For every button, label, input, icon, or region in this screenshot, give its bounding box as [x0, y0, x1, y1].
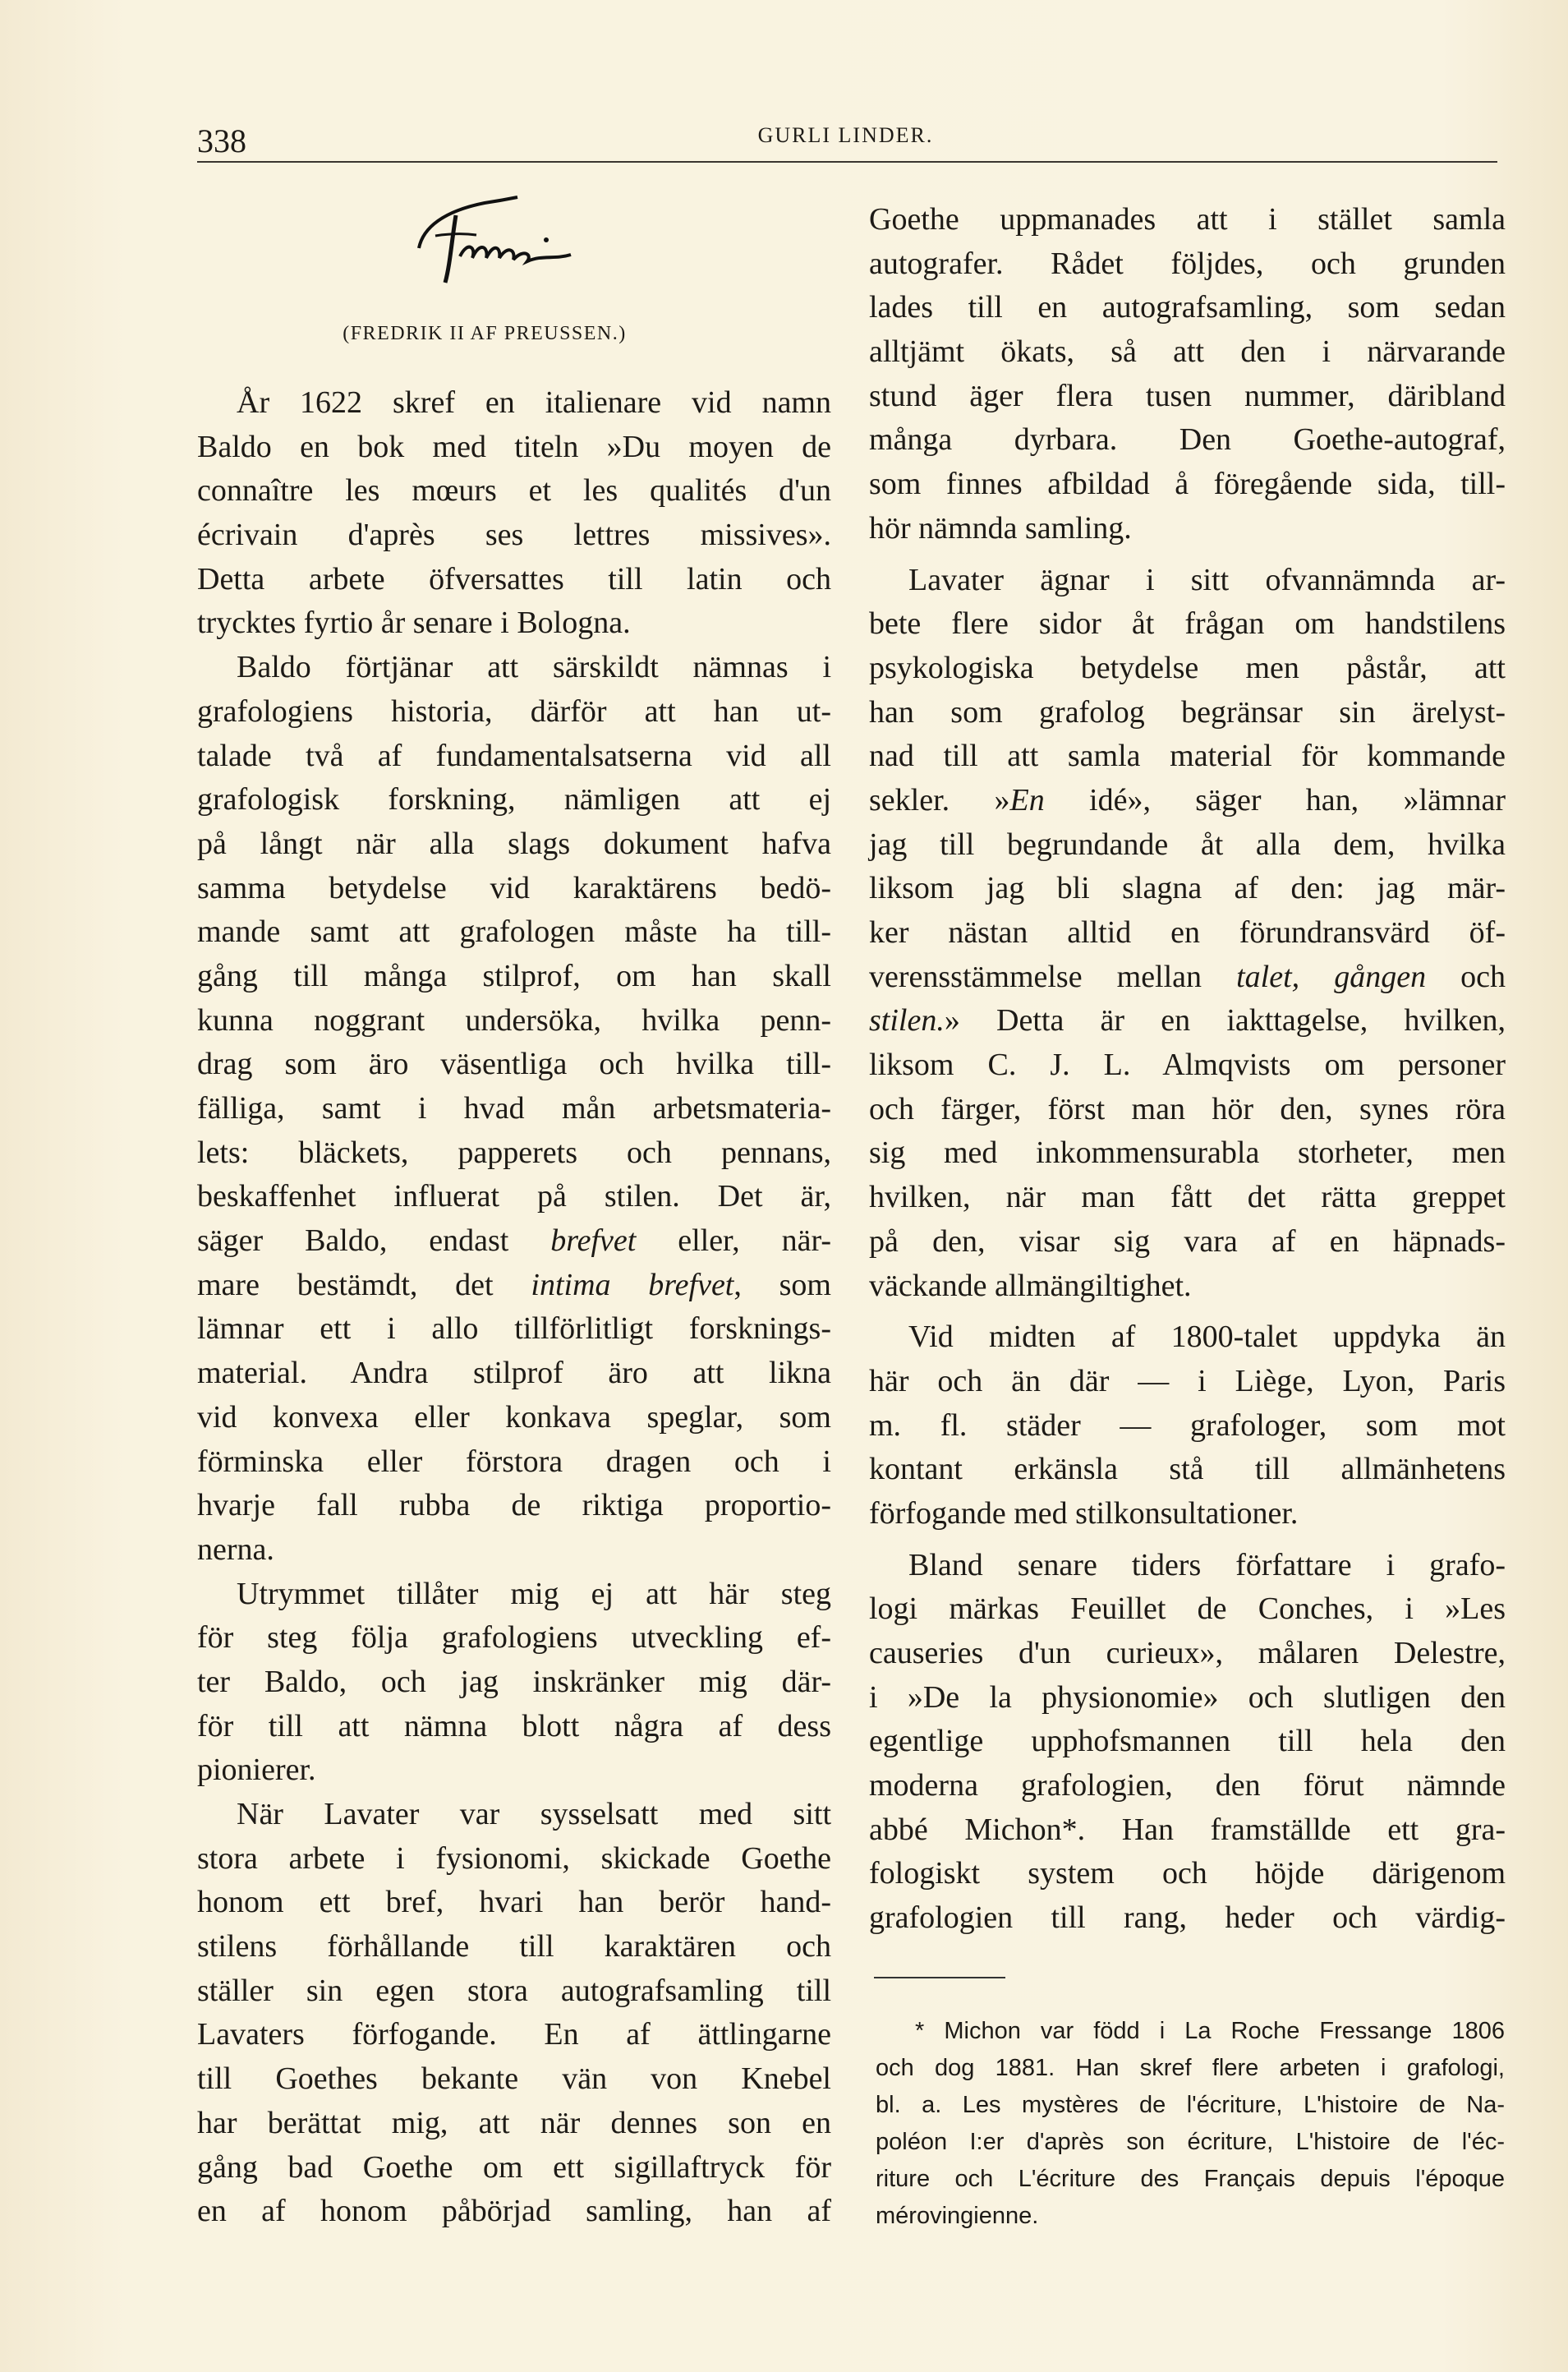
- text-line: kunna noggrant undersöka, hvilka penn-: [197, 1002, 831, 1038]
- text-line: ker nästan alltid en förundransvärd öf-: [869, 915, 1506, 950]
- text-line: kontant erkänsla stå till allmänhetens: [869, 1452, 1506, 1487]
- text-line: liksom C. J. L. Almqvists om personer: [869, 1048, 1506, 1083]
- text-line: pionierer.: [197, 1753, 316, 1788]
- text-line: När Lavater var sysselsatt med sitt: [237, 1797, 831, 1831]
- text-line: Goethe uppmanades att i stället samla: [869, 202, 1506, 237]
- text-line: material. Andra stilprof äro att likna: [197, 1356, 831, 1391]
- text-line: grafologisk forskning, nämligen att ej: [197, 782, 831, 818]
- text-line: gång bad Goethe om ett sigillaftryck för: [197, 2149, 831, 2185]
- text-line: samma betydelse vid karaktärens bedö-: [197, 870, 831, 905]
- text-line: m. fl. städer — grafologer, som mot: [869, 1407, 1506, 1443]
- header-rule: [197, 161, 1497, 163]
- text-line: på den, visar sig vara af en häpnads-: [869, 1223, 1506, 1259]
- paragraph: [197, 1793, 831, 2234]
- text-span: verensstämmelse mellan: [869, 959, 1237, 994]
- text-line: här och än där — i Liège, Lyon, Paris: [869, 1363, 1506, 1398]
- text-line: trycktes fyrtio år senare i Bologna.: [197, 606, 631, 641]
- text-line: ställer sin egen stora autografsamling till: [197, 1973, 831, 2008]
- left-column: [197, 381, 831, 2234]
- text-line: egentlige upphofsmannen till hela den: [869, 1724, 1506, 1759]
- text-line: väckande allmängiltighet.: [869, 1268, 1192, 1303]
- italic-text: En: [1009, 782, 1045, 818]
- italic-text: intima brefvet: [531, 1267, 734, 1302]
- page-number: 338: [197, 122, 246, 159]
- text-line: för steg följa grafologiens utveckling ef-: [197, 1620, 831, 1656]
- text-line: Utrymmet tillåter mig ej att här steg: [237, 1576, 831, 1611]
- text-line: [869, 956, 1506, 1000]
- text-line: År 1622 skref en italienare vid namn: [237, 385, 831, 420]
- text-line: Vid midten af 1800-talet uppdyka än: [908, 1320, 1506, 1355]
- text-line: moderna grafologien, den förut nämnde: [869, 1768, 1506, 1803]
- text-line: och färger, först man hör den, synes röra: [869, 1091, 1506, 1126]
- text-span: , som: [733, 1267, 831, 1302]
- text-line: grafologiens historia, därför att han ut-: [197, 693, 831, 729]
- text-line: Lavater ägnar i sitt ofvannämnda ar-: [908, 562, 1506, 597]
- footnote-line: riture och L'écriture des Français depuis l'époque: [876, 2166, 1505, 2192]
- text-line: för till att nämna blott några af dess: [197, 1708, 831, 1743]
- text-line: en af honom påbörjad samling, han af: [197, 2194, 831, 2229]
- text-span: sekler. »: [869, 782, 1010, 818]
- paragraph: [869, 559, 1506, 1309]
- text-line: har berättat mig, att när dennes son en: [197, 2105, 831, 2140]
- text-line: till Goethes bekante vän von Knebel: [197, 2061, 831, 2097]
- footnote-rule: [874, 1977, 1005, 1978]
- text-line: Bland senare tiders författare i grafo-: [908, 1547, 1506, 1582]
- text-line: stora arbete i fysionomi, skickade Goethe: [197, 1840, 831, 1876]
- text-line: sig med inkommensurabla storheter, men: [869, 1135, 1506, 1171]
- text-span: mare bestämdt, det: [197, 1267, 531, 1302]
- text-line: beskaffenhet influerat på stilen. Det är,: [197, 1179, 831, 1214]
- text-span: » Detta är en iakttagelse, hvilken,: [944, 1003, 1506, 1039]
- paragraph: [869, 1544, 1506, 1941]
- text-line: liksom jag bli slagna af den: jag mär-: [869, 871, 1506, 906]
- text-line: drag som äro väsentliga och hvilka till-: [197, 1047, 831, 1082]
- text-line: causeries d'un curieux», målaren Delestre,: [869, 1636, 1506, 1670]
- footnote: [876, 2013, 1505, 2235]
- text-line: nad till att samla material för kommande: [869, 739, 1506, 774]
- running-title: GURLI LINDER.: [757, 123, 934, 147]
- text-line: bete flere sidor åt frågan om handstilens: [869, 606, 1506, 642]
- text-line: [197, 1219, 831, 1264]
- text-line: Baldo förtjänar att särskildt nämnas i: [237, 650, 831, 685]
- text-line: förminska eller förstora dragen och i: [197, 1444, 831, 1479]
- text-line: nerna.: [197, 1531, 274, 1567]
- figure-caption: (FREDRIK II AF PREUSSEN.): [343, 323, 627, 344]
- signature-image: [386, 191, 583, 289]
- text-line: grafologien till rang, heder och värdig-: [869, 1900, 1506, 1936]
- text-line: gång till många stilprof, om han skall: [197, 958, 831, 993]
- text-line: Detta arbete öfversattes till latin och: [197, 561, 831, 596]
- text-line: [197, 1264, 831, 1308]
- text-line: jag till begrundande åt alla dem, hvilka: [869, 827, 1506, 862]
- text-span: eller, när-: [636, 1223, 831, 1259]
- text-line: som finnes afbildad å föregående sida, till-: [869, 467, 1506, 502]
- text-line: honom ett bref, hvari han berör hand-: [197, 1885, 831, 1920]
- text-line: connaître les mœurs et les qualités d'un: [197, 473, 831, 509]
- text-line: hvarje fall rubba de riktiga proportio-: [197, 1488, 831, 1523]
- text-span: och: [1426, 959, 1506, 994]
- text-line: hvilken, när man fått det rätta greppet: [869, 1180, 1506, 1215]
- italic-text: stilen.: [869, 1003, 945, 1039]
- paragraph: [197, 646, 831, 1572]
- text-line: stund äger flera tusen nummer, däribland: [869, 378, 1506, 413]
- text-line: stilens förhållande till karaktären och: [197, 1929, 831, 1964]
- text-span: säger Baldo, endast: [197, 1223, 551, 1259]
- italic-text: brefvet: [550, 1223, 637, 1259]
- text-line: fologiskt system och höjde därigenom: [869, 1856, 1506, 1891]
- text-line: logi märkas Feuillet de Conches, i »Les: [869, 1591, 1506, 1627]
- text-line: talade två af fundamentalsatserna vid all: [197, 738, 831, 773]
- text-line: lämnar ett i allo tillförlitligt forsknings-: [197, 1311, 831, 1347]
- text-span: idé», säger han, »lämnar: [1044, 782, 1506, 818]
- text-line: psykologiska betydelse men påstår, att: [869, 650, 1506, 685]
- text-line: [869, 779, 1506, 823]
- text-line: fälliga, samt i hvad mån arbetsmateria-: [197, 1091, 831, 1126]
- text-line: abbé Michon*. Han framställde ett gra-: [869, 1812, 1506, 1847]
- text-line: lades till en autografsamling, som sedan: [869, 290, 1506, 325]
- text-line: lets: bläckets, papperets och pennans,: [197, 1135, 831, 1170]
- italic-text: talet, gången: [1236, 959, 1427, 994]
- paragraph: [197, 381, 831, 646]
- paragraph: [869, 1315, 1506, 1536]
- text-line: écrivain d'après ses lettres missives».: [197, 518, 831, 553]
- text-line: [869, 999, 1506, 1043]
- text-line: i »De la physionomie» och slutligen den: [869, 1679, 1506, 1715]
- paragraph: [197, 1573, 831, 1793]
- text-line: många dyrbara. Den Goethe-autograf,: [869, 422, 1506, 458]
- text-line: förfogande med stilkonsultationer.: [869, 1495, 1299, 1531]
- text-line: autografer. Rådet följdes, och grunden: [869, 246, 1506, 281]
- footnote-line: och dog 1881. Han skref flere arbeten i grafologi,: [876, 2055, 1505, 2081]
- text-line: ter Baldo, och jag inskränker mig där-: [197, 1664, 831, 1699]
- footnote-line: bl. a. Les mystères de l'écriture, L'histoire de Na-: [876, 2092, 1505, 2118]
- text-line: mande samt att grafologen måste ha till-: [197, 914, 831, 950]
- text-line: Lavaters förfogande. En af ättlingarne: [197, 2017, 831, 2052]
- footnote-line: poléon I:er d'après son écriture, L'histoire de l'éc-: [876, 2129, 1505, 2155]
- text-line: han som grafolog begränsar sin ärelyst-: [869, 694, 1506, 730]
- footnote-line: * Michon var född i La Roche Fressange 1806: [915, 2018, 1505, 2044]
- text-line: alltjämt ökats, så att den i närvarande: [869, 334, 1506, 370]
- text-line: hör nämnda samling.: [869, 510, 1132, 546]
- footnote-line: mérovingienne.: [876, 2203, 1039, 2229]
- text-line: vid konvexa eller konkava speglar, som: [197, 1399, 831, 1435]
- text-line: på långt när alla slags dokument hafva: [197, 826, 831, 861]
- right-column: [869, 198, 1506, 1948]
- paragraph: [869, 198, 1506, 551]
- text-line: Baldo en bok med titeln »Du moyen de: [197, 429, 831, 464]
